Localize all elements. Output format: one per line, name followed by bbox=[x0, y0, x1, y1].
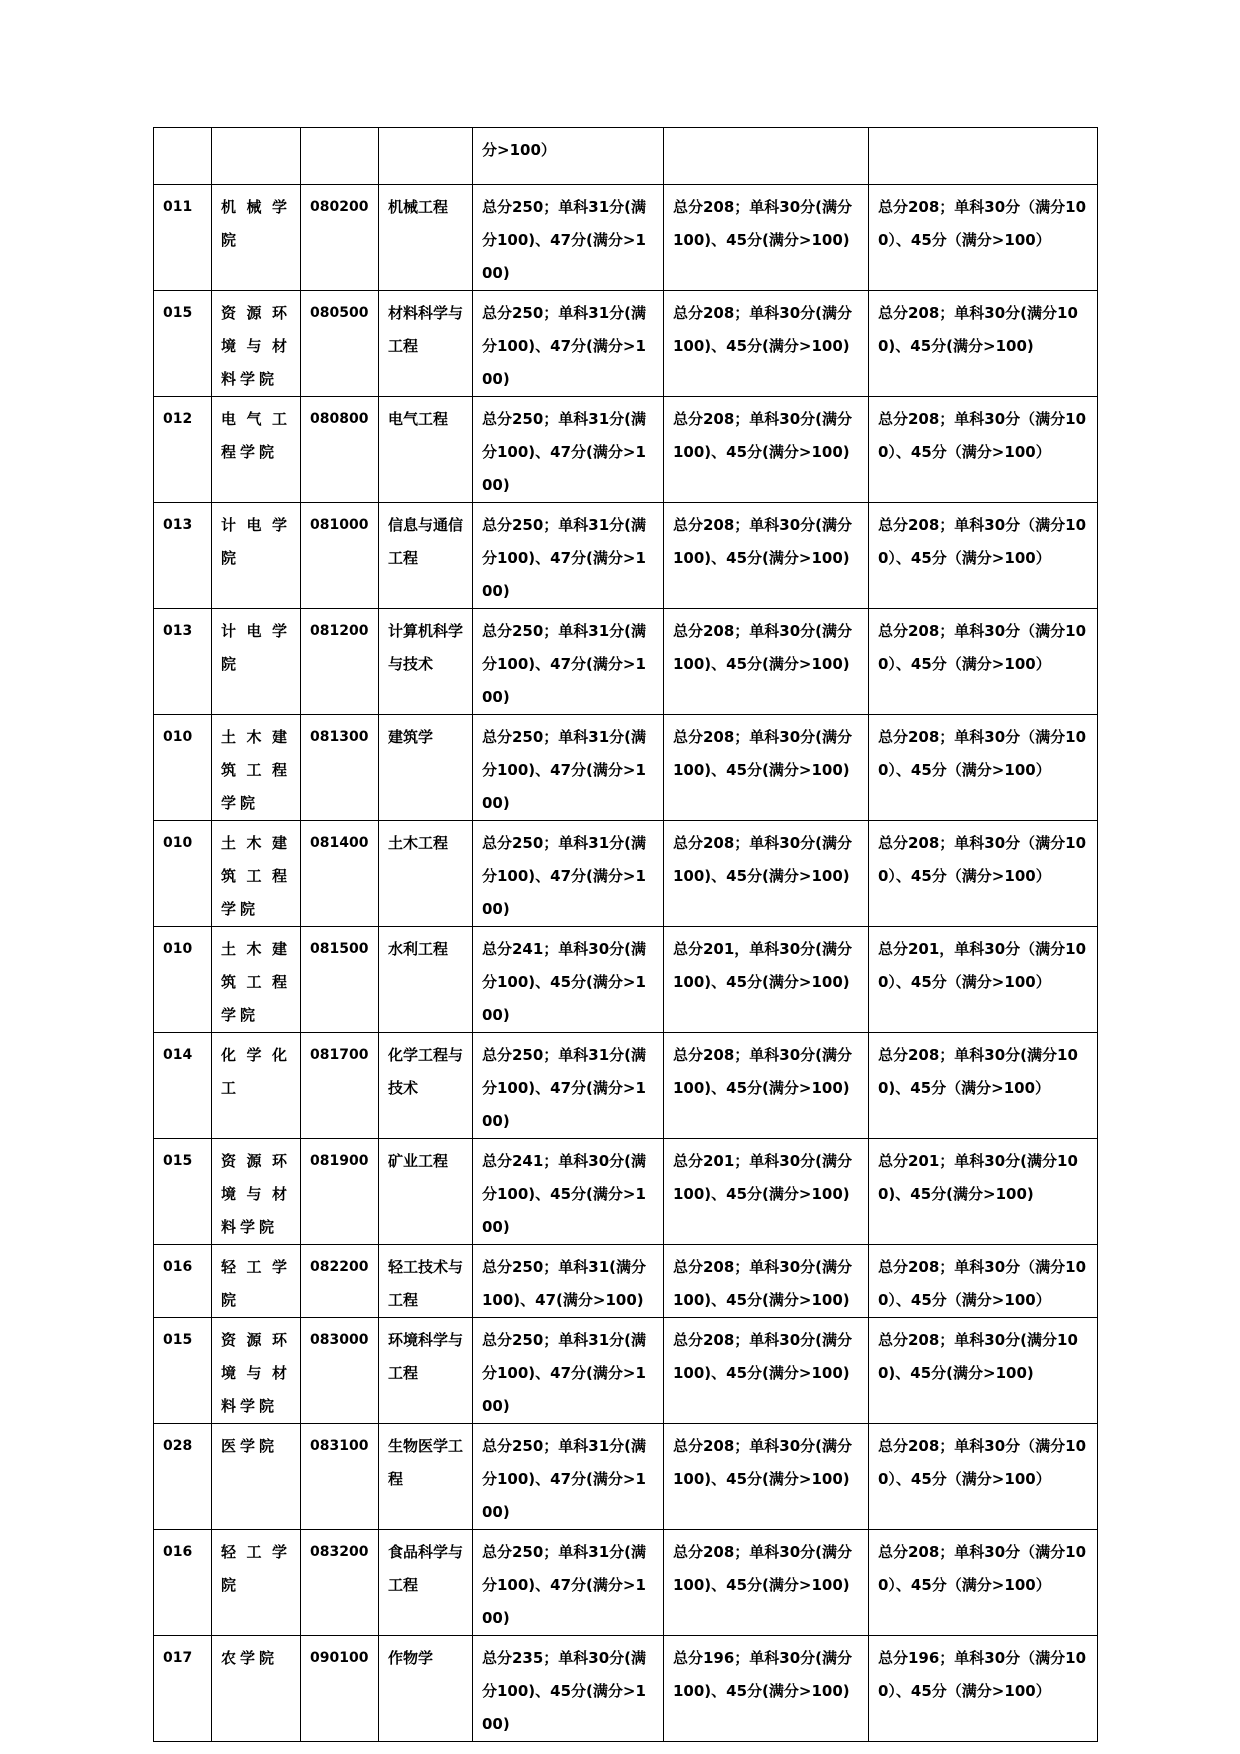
score-line-cell-1: 分>100） bbox=[473, 128, 664, 185]
college-code-cell: 014 bbox=[154, 1033, 212, 1139]
score-line-cell-2: 总分208；单科30分(满分100)、45分(满分>100) bbox=[664, 821, 869, 927]
score-line-cell-1: 总分250；单科31分(满分100)、47分(满分>100) bbox=[473, 503, 664, 609]
table-row bbox=[154, 397, 1098, 503]
major-name-cell: 食品科学与工程 bbox=[379, 1530, 473, 1636]
score-line-cell-2: 总分208；单科30分(满分100)、45分(满分>100) bbox=[664, 1245, 869, 1318]
score-line-cell-3: 总分208；单科30分（满分100）、45分（满分>100） bbox=[869, 503, 1098, 609]
score-line-cell-1: 总分250；单科31分(满分100)、47分(满分>100) bbox=[473, 1318, 664, 1424]
major-name-cell: 土木工程 bbox=[379, 821, 473, 927]
major-code-cell: 080500 bbox=[301, 291, 379, 397]
college-code-cell: 013 bbox=[154, 609, 212, 715]
score-line-cell-1: 总分235；单科30分(满分100)、45分(满分>100) bbox=[473, 1636, 664, 1742]
score-line-cell-2: 总分208；单科30分(满分100)、45分(满分>100) bbox=[664, 503, 869, 609]
score-line-cell-2: 总分208；单科30分(满分100)、45分(满分>100) bbox=[664, 715, 869, 821]
table-row bbox=[154, 821, 1098, 927]
major-name-cell: 化学工程与技术 bbox=[379, 1033, 473, 1139]
major-code-cell: 080800 bbox=[301, 397, 379, 503]
college-code-cell: 015 bbox=[154, 291, 212, 397]
score-line-table bbox=[153, 127, 1098, 1742]
major-code-cell: 083200 bbox=[301, 1530, 379, 1636]
score-line-cell-1: 总分250；单科31分(满分100)、47分(满分>100) bbox=[473, 1530, 664, 1636]
score-line-cell-2: 总分208；单科30分(满分100)、45分(满分>100) bbox=[664, 1033, 869, 1139]
major-code-cell: 081500 bbox=[301, 927, 379, 1033]
college-name-cell: 资源环境与材料学院 bbox=[212, 1139, 301, 1245]
score-line-cell-3: 总分201；单科30分(满分100)、45分(满分>100) bbox=[869, 1139, 1098, 1245]
table-row bbox=[154, 609, 1098, 715]
table-row bbox=[154, 1424, 1098, 1530]
score-line-cell-2 bbox=[664, 128, 869, 185]
score-line-cell-3: 总分208；单科30分(满分100)、45分(满分>100) bbox=[869, 291, 1098, 397]
college-code-cell: 016 bbox=[154, 1530, 212, 1636]
major-name-cell: 生物医学工程 bbox=[379, 1424, 473, 1530]
table-row bbox=[154, 503, 1098, 609]
score-line-cell-2: 总分201；单科30分(满分100)、45分(满分>100) bbox=[664, 1139, 869, 1245]
score-line-cell-1: 总分250；单科31分(满分100)、47分(满分>100) bbox=[473, 397, 664, 503]
score-line-cell-1: 总分250；单科31分(满分100)、47分(满分>100) bbox=[473, 185, 664, 291]
major-code-cell: 081900 bbox=[301, 1139, 379, 1245]
major-code-cell: 083100 bbox=[301, 1424, 379, 1530]
college-code-cell: 011 bbox=[154, 185, 212, 291]
major-code-cell: 081300 bbox=[301, 715, 379, 821]
score-line-cell-3: 总分208；单科30分（满分100）、45分（满分>100） bbox=[869, 821, 1098, 927]
college-code-cell bbox=[154, 128, 212, 185]
table-row bbox=[154, 185, 1098, 291]
score-line-cell-1: 总分250；单科31分(满分100)、47分(满分>100) bbox=[473, 715, 664, 821]
college-code-cell: 016 bbox=[154, 1245, 212, 1318]
college-name-cell: 计电学院 bbox=[212, 503, 301, 609]
college-code-cell: 028 bbox=[154, 1424, 212, 1530]
college-name-cell: 电气工程学院 bbox=[212, 397, 301, 503]
table-row bbox=[154, 1636, 1098, 1742]
college-code-cell: 013 bbox=[154, 503, 212, 609]
college-name-cell: 轻工学院 bbox=[212, 1530, 301, 1636]
score-line-cell-3: 总分208；单科30分（满分100）、45分（满分>100） bbox=[869, 1530, 1098, 1636]
college-name-cell: 土木建筑工程学院 bbox=[212, 927, 301, 1033]
score-line-cell-1: 总分250；单科31分(满分100)、47分(满分>100) bbox=[473, 1033, 664, 1139]
major-name-cell bbox=[379, 128, 473, 185]
score-line-cell-3: 总分196；单科30分（满分100）、45分（满分>100） bbox=[869, 1636, 1098, 1742]
score-line-cell-3: 总分208；单科30分（满分100）、45分（满分>100） bbox=[869, 715, 1098, 821]
college-name-cell: 土木建筑工程学院 bbox=[212, 821, 301, 927]
score-line-cell-2: 总分208；单科30分(满分100)、45分(满分>100) bbox=[664, 291, 869, 397]
table-row bbox=[154, 1033, 1098, 1139]
major-code-cell: 081700 bbox=[301, 1033, 379, 1139]
major-name-cell: 水利工程 bbox=[379, 927, 473, 1033]
major-code-cell: 083000 bbox=[301, 1318, 379, 1424]
score-line-cell-3: 总分208；单科30分(满分100)、45分(满分>100) bbox=[869, 1318, 1098, 1424]
score-line-cell-2: 总分208；单科30分(满分100)、45分(满分>100) bbox=[664, 185, 869, 291]
table-row bbox=[154, 1318, 1098, 1424]
score-line-cell-1: 总分241；单科30分(满分100)、45分(满分>100) bbox=[473, 927, 664, 1033]
college-name-cell: 机械学院 bbox=[212, 185, 301, 291]
score-line-cell-2: 总分208；单科30分(满分100)、45分(满分>100) bbox=[664, 609, 869, 715]
score-line-cell-3: 总分208；单科30分（满分100）、45分（满分>100） bbox=[869, 185, 1098, 291]
college-name-cell: 医学院 bbox=[212, 1424, 301, 1530]
college-name-cell: 轻工学院 bbox=[212, 1245, 301, 1318]
major-code-cell: 082200 bbox=[301, 1245, 379, 1318]
score-line-cell-3: 总分208；单科30分（满分100）、45分（满分>100） bbox=[869, 609, 1098, 715]
score-line-cell-2: 总分208；单科30分(满分100)、45分(满分>100) bbox=[664, 1424, 869, 1530]
college-name-cell: 土木建筑工程学院 bbox=[212, 715, 301, 821]
major-code-cell: 081400 bbox=[301, 821, 379, 927]
college-name-cell bbox=[212, 128, 301, 185]
major-name-cell: 轻工技术与工程 bbox=[379, 1245, 473, 1318]
score-line-cell-3: 总分208；单科30分（满分100）、45分（满分>100） bbox=[869, 1245, 1098, 1318]
score-line-cell-2: 总分201，单科30分(满分100)、45分(满分>100) bbox=[664, 927, 869, 1033]
college-code-cell: 010 bbox=[154, 927, 212, 1033]
college-name-cell: 资源环境与材料学院 bbox=[212, 1318, 301, 1424]
score-line-cell-2: 总分208；单科30分(满分100)、45分(满分>100) bbox=[664, 397, 869, 503]
college-name-cell: 农学院 bbox=[212, 1636, 301, 1742]
score-line-cell-3: 总分208；单科30分（满分100）、45分（满分>100） bbox=[869, 397, 1098, 503]
major-name-cell: 信息与通信工程 bbox=[379, 503, 473, 609]
major-name-cell: 作物学 bbox=[379, 1636, 473, 1742]
college-code-cell: 012 bbox=[154, 397, 212, 503]
table-row bbox=[154, 927, 1098, 1033]
score-line-cell-1: 总分241；单科30分(满分100)、45分(满分>100) bbox=[473, 1139, 664, 1245]
college-code-cell: 015 bbox=[154, 1318, 212, 1424]
score-line-cell-2: 总分196；单科30分(满分100)、45分(满分>100) bbox=[664, 1636, 869, 1742]
major-name-cell: 建筑学 bbox=[379, 715, 473, 821]
college-name-cell: 计电学院 bbox=[212, 609, 301, 715]
score-line-cell-1: 总分250；单科31分(满分100)、47分(满分>100) bbox=[473, 609, 664, 715]
table-row bbox=[154, 715, 1098, 821]
score-line-cell-2: 总分208；单科30分(满分100)、45分(满分>100) bbox=[664, 1530, 869, 1636]
major-code-cell: 081200 bbox=[301, 609, 379, 715]
table-row bbox=[154, 1530, 1098, 1636]
table-row bbox=[154, 1245, 1098, 1318]
table-row bbox=[154, 128, 1098, 185]
college-name-cell: 资源环境与材料学院 bbox=[212, 291, 301, 397]
table-row bbox=[154, 1139, 1098, 1245]
major-name-cell: 机械工程 bbox=[379, 185, 473, 291]
score-line-cell-3 bbox=[869, 128, 1098, 185]
major-code-cell: 081000 bbox=[301, 503, 379, 609]
college-code-cell: 010 bbox=[154, 821, 212, 927]
score-line-cell-1: 总分250；单科31(满分100)、47(满分>100) bbox=[473, 1245, 664, 1318]
major-code-cell bbox=[301, 128, 379, 185]
score-line-cell-3: 总分208；单科30分（满分100）、45分（满分>100） bbox=[869, 1424, 1098, 1530]
college-code-cell: 015 bbox=[154, 1139, 212, 1245]
score-line-cell-3: 总分201，单科30分（满分100）、45分（满分>100） bbox=[869, 927, 1098, 1033]
major-name-cell: 矿业工程 bbox=[379, 1139, 473, 1245]
college-code-cell: 017 bbox=[154, 1636, 212, 1742]
college-code-cell: 010 bbox=[154, 715, 212, 821]
major-name-cell: 电气工程 bbox=[379, 397, 473, 503]
table-row bbox=[154, 291, 1098, 397]
major-code-cell: 090100 bbox=[301, 1636, 379, 1742]
major-name-cell: 环境科学与工程 bbox=[379, 1318, 473, 1424]
major-code-cell: 080200 bbox=[301, 185, 379, 291]
score-line-cell-1: 总分250；单科31分(满分100)、47分(满分>100) bbox=[473, 821, 664, 927]
college-name-cell: 化学化工 bbox=[212, 1033, 301, 1139]
score-line-cell-3: 总分208；单科30分(满分100)、45分（满分>100） bbox=[869, 1033, 1098, 1139]
table-body bbox=[154, 128, 1098, 1742]
score-line-cell-1: 总分250；单科31分(满分100)、47分(满分>100) bbox=[473, 1424, 664, 1530]
major-name-cell: 材料科学与工程 bbox=[379, 291, 473, 397]
major-name-cell: 计算机科学与技术 bbox=[379, 609, 473, 715]
score-line-cell-2: 总分208；单科30分(满分100)、45分(满分>100) bbox=[664, 1318, 869, 1424]
score-line-cell-1: 总分250；单科31分(满分100)、47分(满分>100) bbox=[473, 291, 664, 397]
